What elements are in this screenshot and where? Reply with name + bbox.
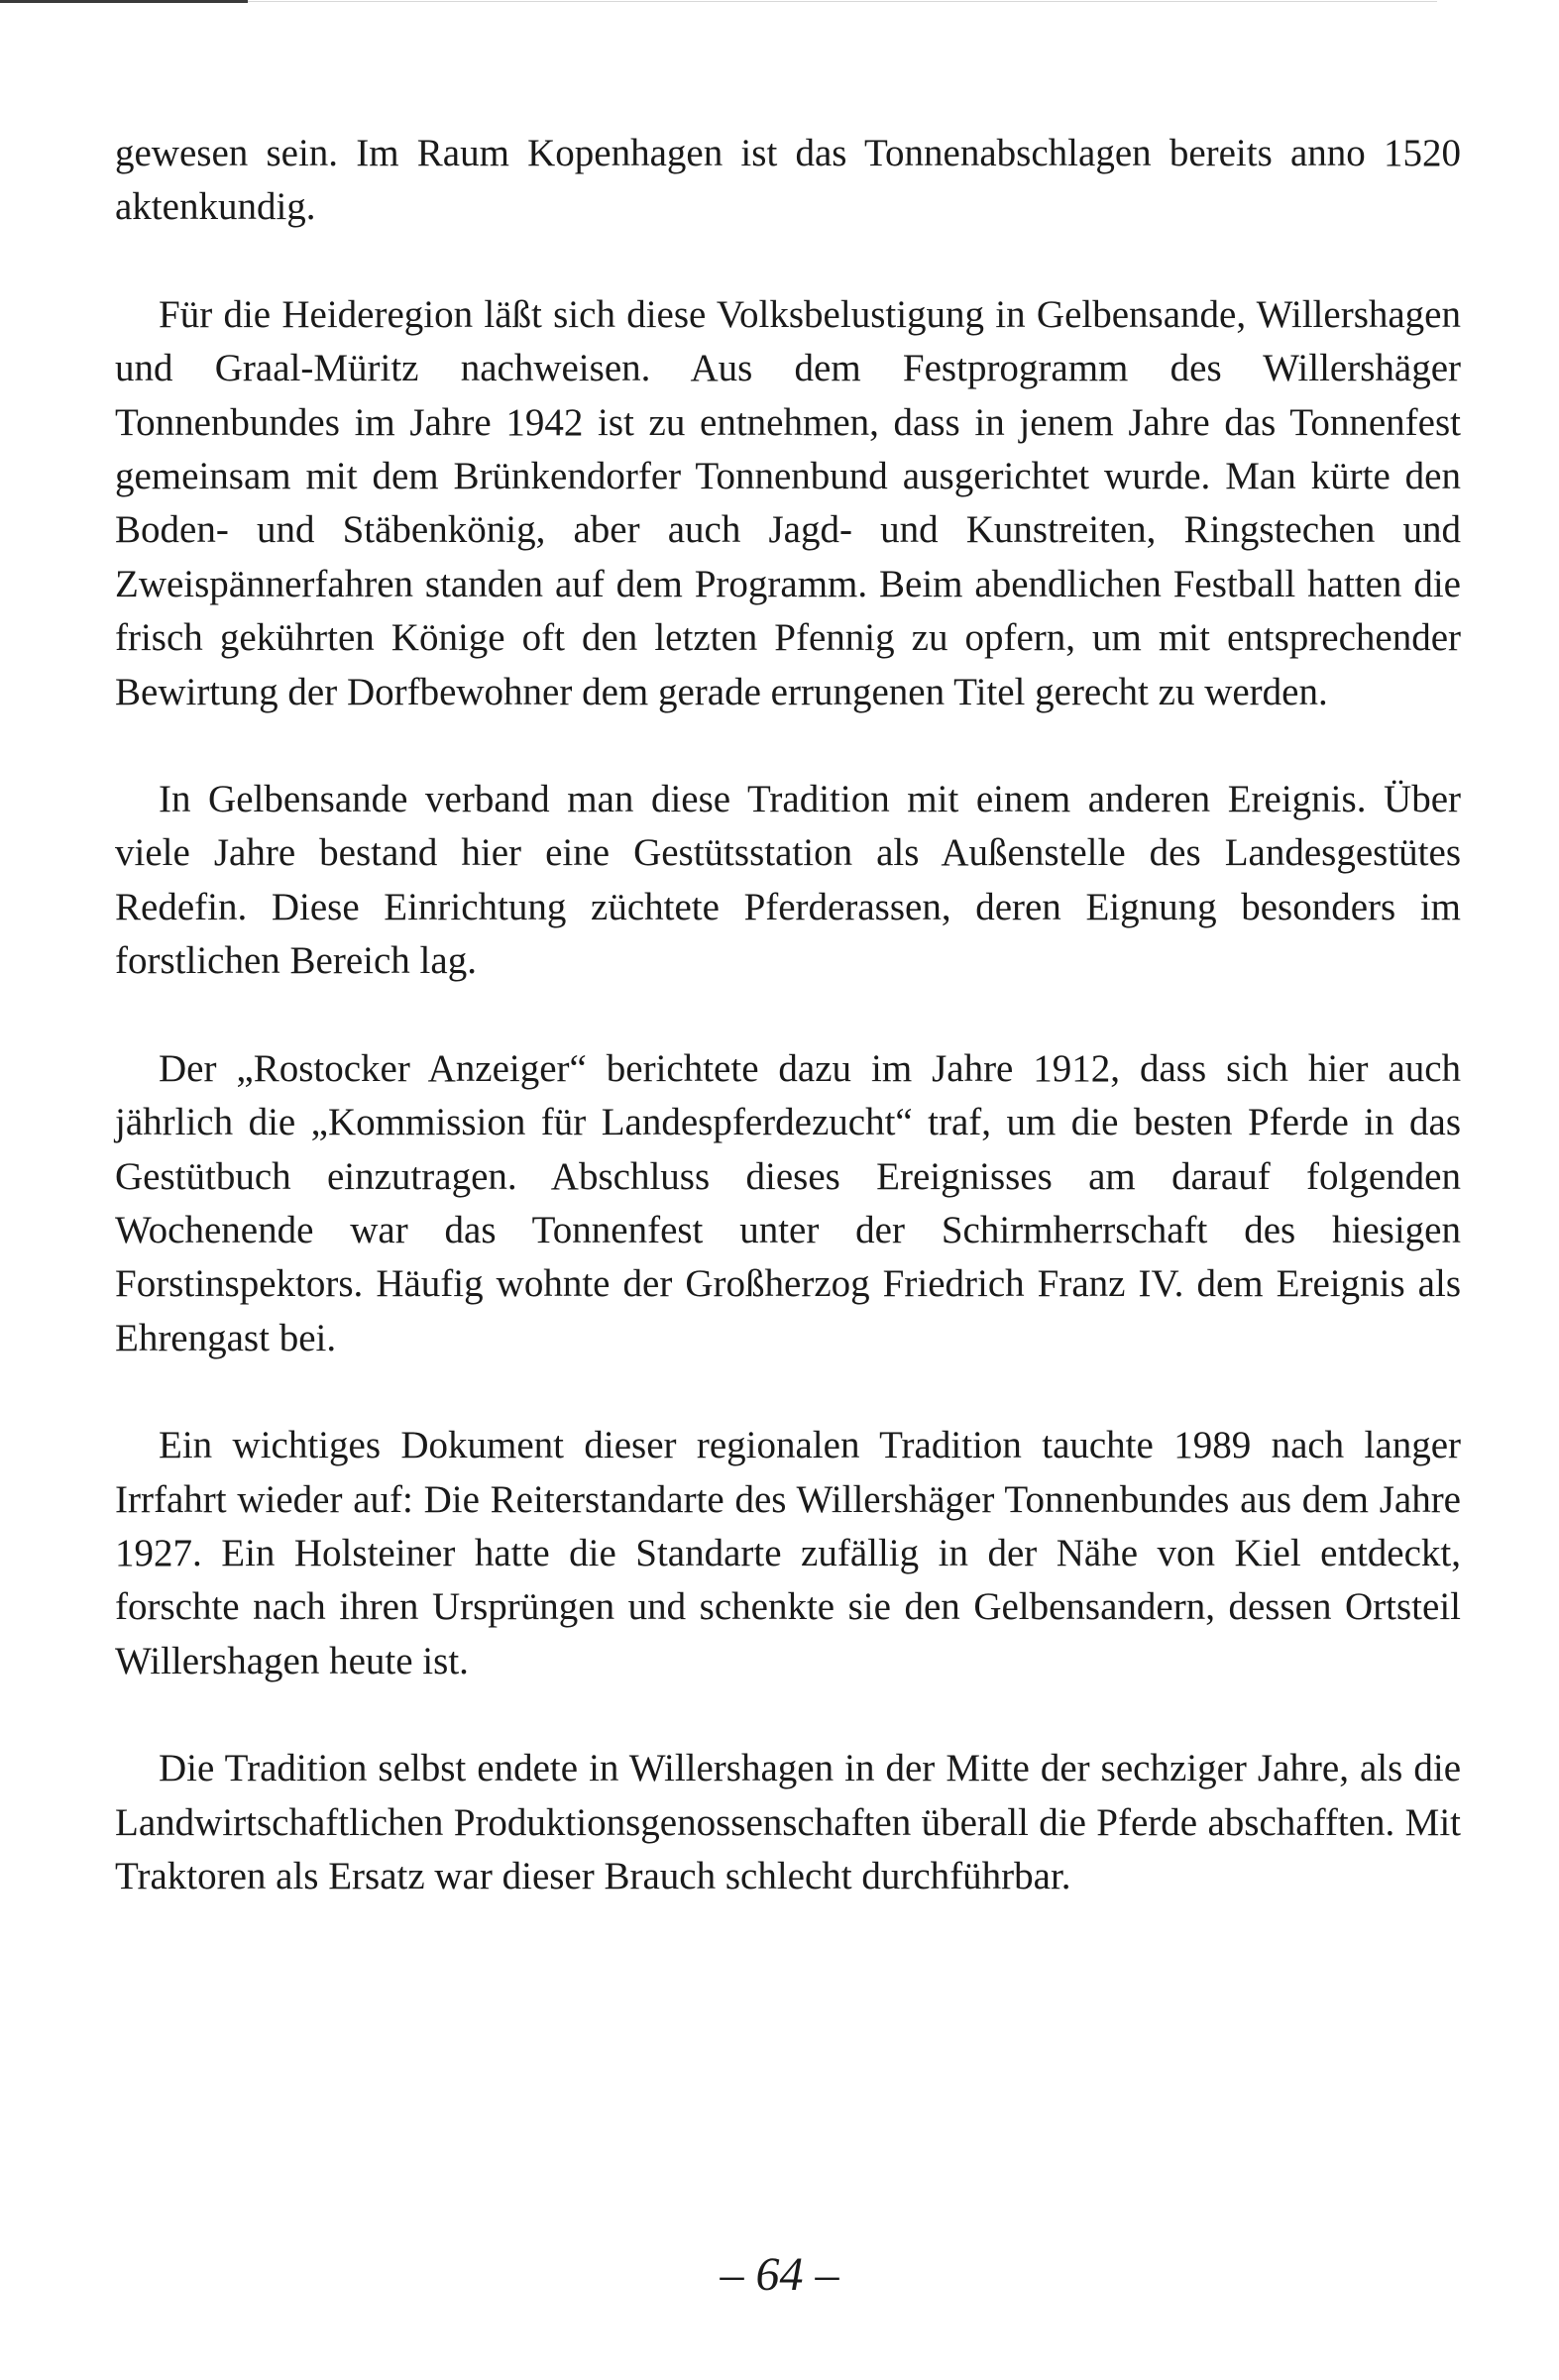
- top-edge-rule: [0, 0, 248, 3]
- page-number: – 64 –: [720, 2248, 839, 2301]
- paragraph-2: Für die Heideregion läßt sich diese Volksbelustigung in Gelbensande, Willershagen und Graal-Müritz nachweisen. Aus dem Festprogramm des Willershäger Tonnenbundes im Jahre 1942 ist zu entnehmen, dass in jenem Jahre das Tonnenfest gemeinsam mit dem Brünkendorfer Tonnenbund ausgerichtet wurde. Man kürte den Boden- und Stäbenkönig, aber auch Jagd- und Kunstreiten, Ringstechen und Zweispännerfahren standen auf dem Programm. Beim abendlichen Festball hatten die frisch gekührten Könige oft den letzten Pfennig zu opfern, um mit entsprechender Bewirtung der Dorfbewohner dem gerade errungenen Titel gerecht zu werden.: [115, 292, 1461, 713]
- body-text: [115, 127, 1461, 1957]
- paragraph-1: gewesen sein. Im Raum Kopenhagen ist das Tonnenabschlagen bereits anno 1520 aktenkundig.: [115, 132, 1461, 229]
- paragraph-5: Ein wichtiges Dokument dieser regionalen Tradition tauchte 1989 nach langer Irrfahrt wieder auf: Die Reiterstandarte des Willershäger Tonnenbundes aus dem Jahre 1927. Ein Holsteiner hatte die Standarte zufällig in der Nähe von Kiel entdeckt, forschte nach ihren Ursprüngen und schenkte sie den Gelbensandern, dessen Ortsteil Willershagen heute ist.: [115, 1424, 1461, 1682]
- paragraph-4: Der „Rostocker Anzeiger“ berichtete dazu im Jahre 1912, dass sich hier auch jährlich die „Kommission für Landespferdezucht“ traf, um die besten Pferde in das Gestütbuch einzutragen. Abschluss dieses Ereignisses am darauf folgenden Wochenende war das Tonnenfest unter der Schirmherrschaft des hiesigen Forstinspektors. Häufig wohnte der Großherzog Friedrich Franz IV. dem Ereignis als Ehrengast bei.: [115, 1046, 1461, 1359]
- paragraph-6: Die Tradition selbst endete in Willershagen in der Mitte der sechziger Jahre, als die Landwirtschaftlichen Produktionsgenossenschaften überall die Pferde abschafften. Mit Traktoren als Ersatz war dieser Brauch schlecht durchführbar.: [115, 1747, 1461, 1897]
- top-edge-faint-line: [248, 1, 1437, 2]
- paragraph-3: In Gelbensande verband man diese Tradition mit einem anderen Ereignis. Über viele Jahre bestand hier eine Gestütsstation als Außenstelle des Landesgestütes Redefin. Diese Einrichtung züchtete Pferderassen, deren Eignung besonders im forstlichen Bereich lag.: [115, 778, 1461, 983]
